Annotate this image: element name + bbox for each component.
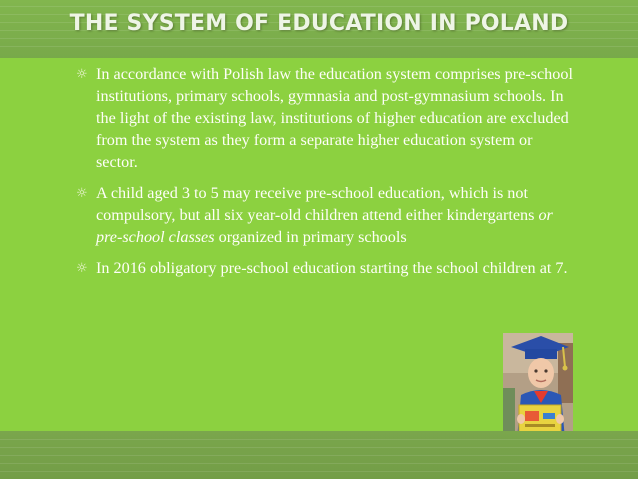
sun-bullet-icon: ☼	[76, 261, 88, 276]
bullet-text-part: A child aged 3 to 5 may receive pre-school education, which is not compulsory, but all six year-old children attend either kindergartens	[96, 184, 539, 224]
bullet-list	[76, 63, 576, 288]
bullet-item	[76, 182, 576, 248]
sun-bullet-icon: ☼	[76, 186, 88, 201]
bullet-item	[76, 257, 576, 279]
bottom-band	[0, 431, 638, 479]
bullet-text: In 2016 obligatory pre-school education starting the school children at 7.	[96, 259, 568, 277]
title-band	[0, 0, 638, 58]
bullet-item	[76, 63, 576, 173]
child-graduate-photo	[503, 333, 573, 439]
slide-title: THE SYSTEM OF EDUCATION IN POLAND	[69, 11, 569, 36]
bullet-text-italic: or pre-school classes	[96, 206, 553, 246]
bullet-text: In accordance with Polish law the education system comprises pre-school institutions, primary schools, gymnasia and post-gymnasium schools. In the light of the existing law, institutions of higher education are excluded from the system as they form a separate higher education system or sector.	[96, 65, 573, 171]
sun-bullet-icon: ☼	[76, 67, 88, 82]
bullet-text	[96, 182, 576, 248]
bullet-text-part: organized in primary schools	[214, 228, 407, 246]
